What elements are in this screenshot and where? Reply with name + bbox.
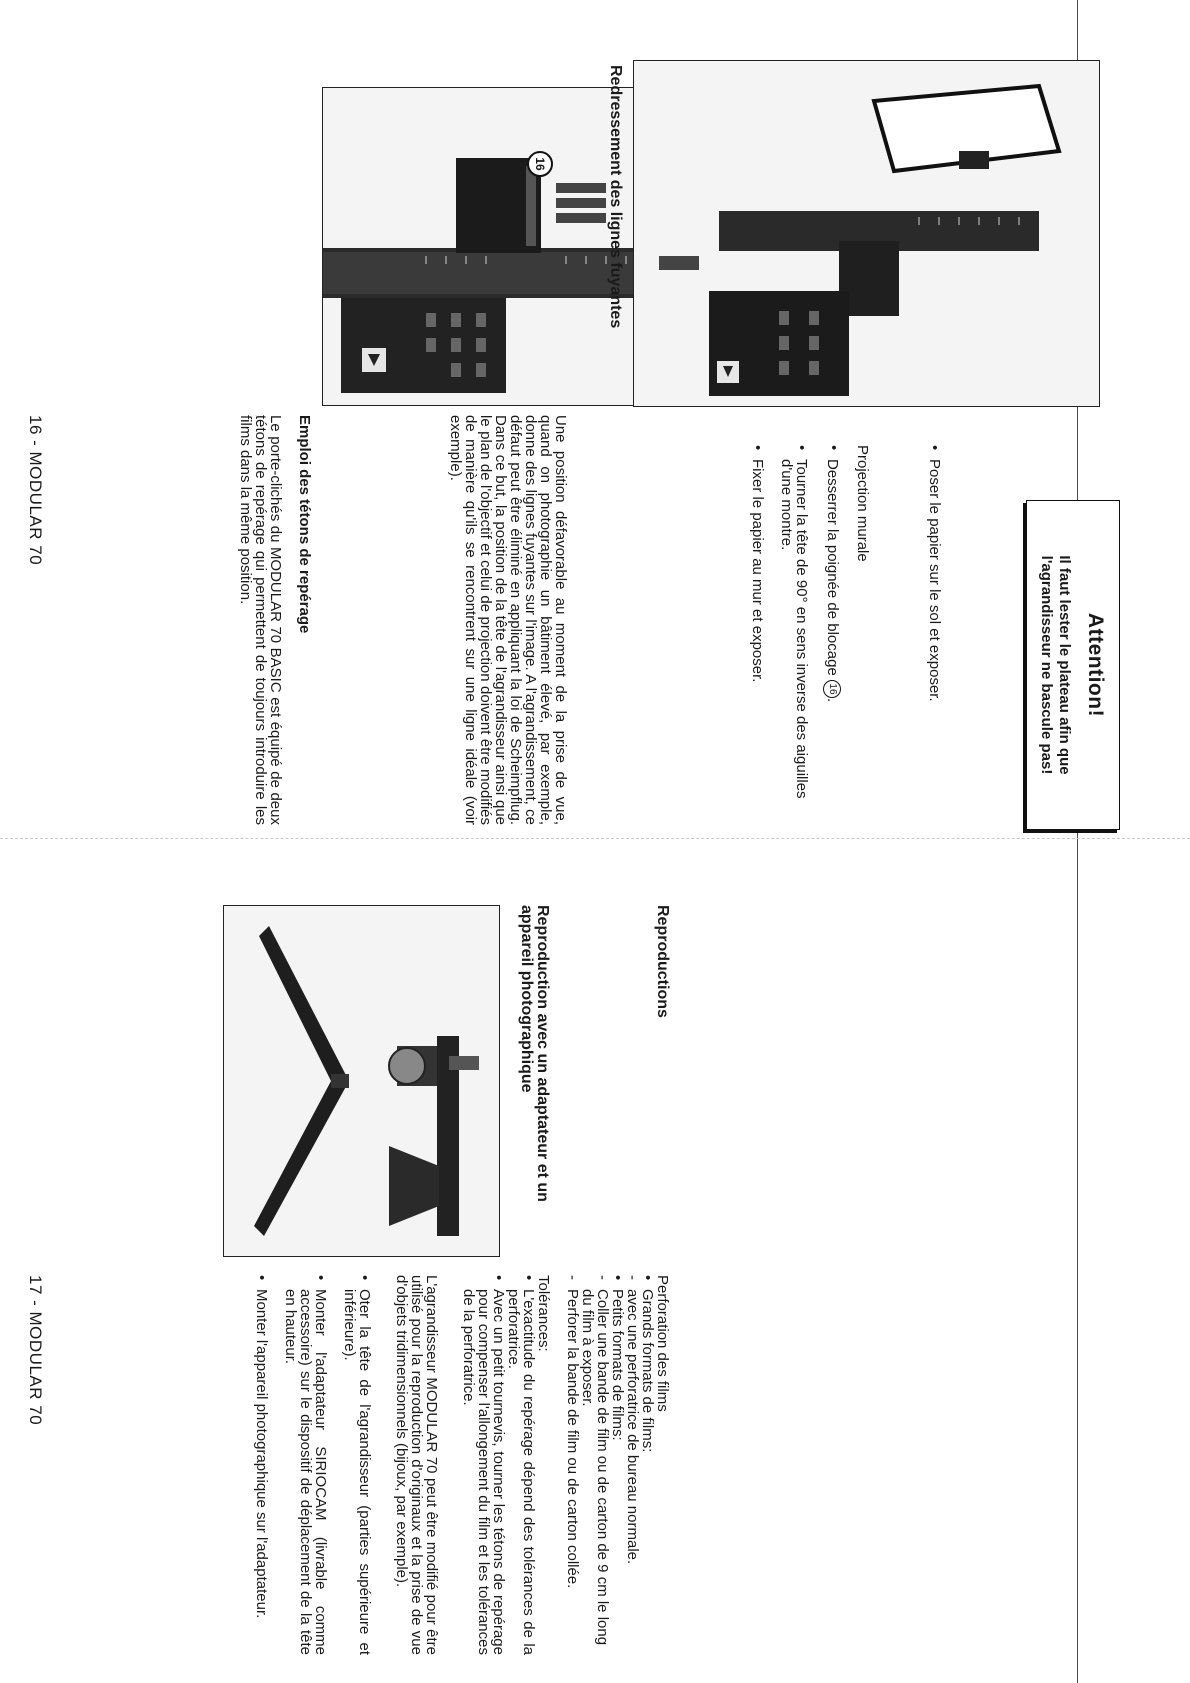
attention-title: Attention! [1084, 612, 1107, 718]
reproductions-heading: Reproductions [654, 905, 671, 1018]
reproduction-stand-illustration [224, 906, 499, 1256]
adapter-bullet-3 [254, 1275, 269, 1655]
wall-bullet-1-text: Desserrer la poignée de blocage [824, 459, 842, 676]
wall-bullet-2 [779, 445, 809, 825]
tolerances-item-2 [461, 1275, 506, 1655]
reproductions-body: L'agrandisseur MODULAR 70 peut être modifié pour être utilisé pour la reproduction d'originaux et la prise de vue d'objets tridimensionnels (bijoux, par exemple). [393, 1275, 440, 1655]
adapter-steps [254, 1275, 372, 1655]
tolerances-item-2-text: Avec un petit tournevis, tourner les tétons de repérage pour compenser l'allongement du film et les tolérances de la perforatrice. [460, 1289, 507, 1655]
perforation-item-3-text: Petits formats de films: [609, 1289, 626, 1441]
adapter-bullet-2 [283, 1275, 328, 1655]
wall-bullet-2-text: Tourner la tête de 90° en sens inverse des aiguilles d'une montre. [778, 459, 810, 799]
perforation-item-4 [580, 1275, 610, 1655]
floor-bullet [927, 445, 942, 825]
right-text-column [254, 1275, 670, 1655]
wall-projection-heading: Projection murale [854, 445, 871, 562]
dash-mark: - [564, 1275, 581, 1280]
attention-body: Il faut lester le plateau afin que l'agrandisseur ne bascule pas! [1038, 555, 1073, 775]
perspective-correction-illustration [634, 61, 1099, 406]
bullet-mark: • [609, 1275, 626, 1281]
dash-mark: - [624, 1275, 641, 1280]
ref-16-badge: 16 [823, 680, 841, 698]
adapter-heading: Reproduction avec un adaptateur et un appareil photographique [518, 905, 551, 1202]
callout-16-badge: 16 [527, 151, 553, 177]
wall-bullet-1 [823, 445, 841, 825]
correction-body: Une position défavorable au moment de la prise de vue, quand on photographie un bâtiment élevé, par exemple, donne des lignes fuyantes sur l'image. A l'agrandissement, ce défaut peut être éliminé en appliquant la loi de Scheimpflug. Dans ce but, la position de la tête de l'agrandisseur ainsi que le plan de l'objectif et celui de projection doivent être modifiés de manière qu'ils se rencontrent sur une ligne idéale (voir exemple). [447, 415, 569, 825]
bullet-mark: • [356, 1275, 373, 1281]
bullet-mark: • [749, 445, 766, 451]
bullet-mark: • [793, 445, 810, 451]
page-number-17: 17 - MODULAR 70 [26, 1275, 45, 1426]
perforation-item-5 [565, 1275, 580, 1655]
pins-body: Le porte-clichés du MODULAR 70 BASIC est équipé de deux tétons de repérage qui permettent de toujours introduire les films dans la même position. [237, 415, 284, 825]
bullet-mark: • [926, 445, 943, 451]
wall-bullet-1-end: . [824, 697, 842, 703]
perforation-item-4-text: Coller une bande de film ou de carton de 9 cm le long du film à exposer. [579, 1289, 611, 1646]
perforation-item-2 [625, 1275, 640, 1655]
wall-bullet-3 [750, 445, 765, 825]
tolerances-item-1-text: L'exactitude du repérage dépend des tolérances de la perforatrice. [505, 1289, 537, 1655]
bullet-mark: • [520, 1275, 537, 1281]
perforation-item-1 [640, 1275, 655, 1655]
bullet-mark: • [490, 1275, 507, 1281]
pins-heading: Emploi des tétons de repérage [296, 415, 313, 634]
perforation-title: Perforation des films [654, 1275, 671, 1412]
tolerances-item-1 [506, 1275, 536, 1655]
spacer-2 [586, 410, 587, 411]
perforation-item-1-text: Grands formats de films: [639, 1289, 656, 1453]
perforation-item-5-text: Perforer la bande de film ou de carton collée. [564, 1289, 581, 1589]
pins-section [238, 415, 312, 825]
floor-bullet-text: Poser le papier sur le sol et exposer. [926, 459, 943, 702]
page-number-16: 16 - MODULAR 70 [26, 415, 45, 566]
perforation-item-3 [610, 1275, 625, 1655]
perspective-correction-photo [633, 60, 1100, 407]
adapter-bullet-3-text: Monter l'appareil photographique sur l'adaptateur. [253, 1289, 270, 1619]
correction-section [448, 415, 568, 825]
wall-projection-section [750, 445, 870, 825]
tolerances-title: Tolérances: [535, 1275, 552, 1352]
perforation-item-2-text: avec une perforatrice de bureau normale. [624, 1289, 641, 1565]
reproduction-stand-photo [223, 905, 500, 1257]
bullet-mark: • [312, 1275, 329, 1281]
bullet-mark: • [825, 445, 842, 451]
adapter-bullet-2-text: Monter l'adaptateur SIRIOCAM (livrable comme accessoire) sur le dispositif de déplacement de la tête en hauteur. [282, 1289, 329, 1655]
correction-heading: Redressement des lignes fuyantes [607, 65, 624, 329]
wall-bullet-3-text: Fixer le papier au mur et exposer. [749, 459, 766, 683]
attention-box [1026, 500, 1120, 830]
floor-instruction [927, 445, 942, 825]
adapter-bullet-1 [342, 1275, 372, 1655]
wall-projection-illustration [323, 88, 686, 405]
tolerances-block [461, 1275, 551, 1655]
perforation-block [565, 1275, 670, 1655]
adapter-bullet-1-text: Oter la tête de l'agrandisseur (parties supérieure et inférieure). [341, 1289, 373, 1655]
bullet-mark: • [253, 1275, 270, 1281]
bullet-mark: • [639, 1275, 656, 1281]
dash-mark: - [594, 1275, 611, 1280]
